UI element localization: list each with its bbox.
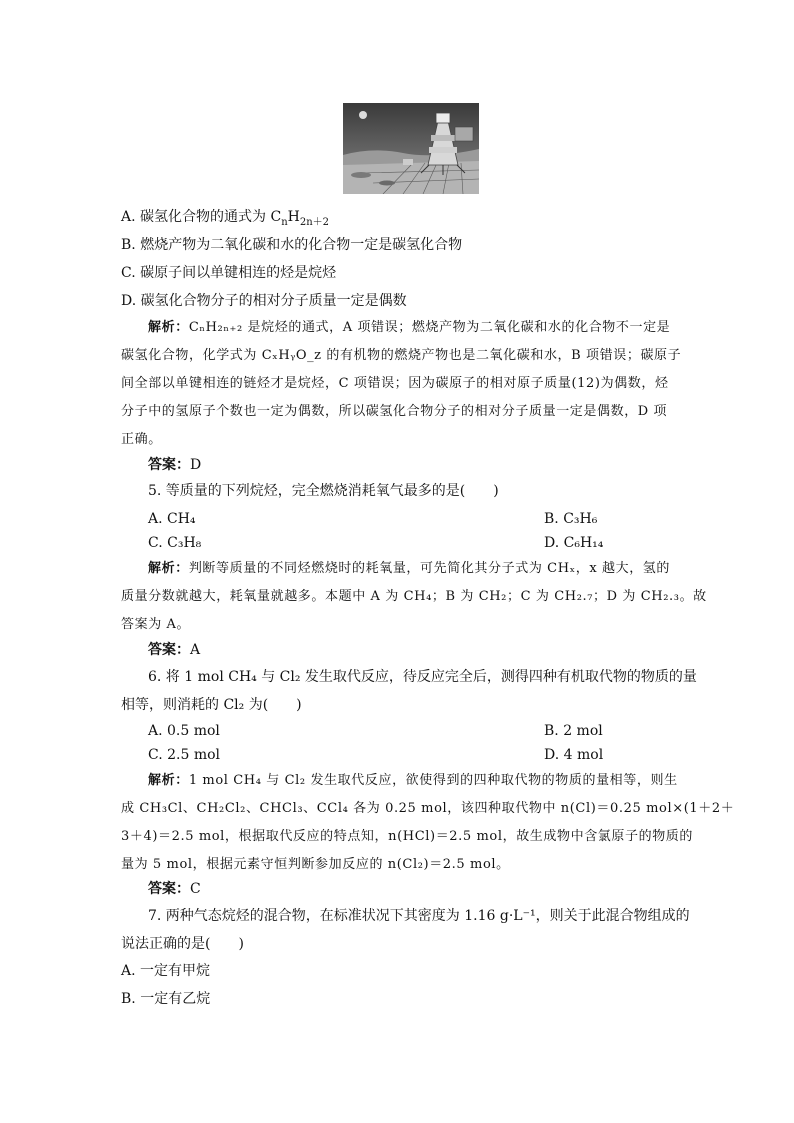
lunar-lander-illustration <box>343 103 479 194</box>
q6-option-b: B. 2 mol <box>544 723 603 739</box>
q6-option-d: D. 4 mol <box>544 747 604 763</box>
q6-option-a: A. 0.5 mol <box>148 723 220 739</box>
q4-option-a-sub-2n2: 2n＋2 <box>299 216 330 228</box>
q6-options-row-1 <box>148 721 708 741</box>
q6-stem-line-1: 6. 将 1 mol CH₄ 与 Cl₂ 发生取代反应，待反应完全后，测得四种有机取代物的物质的量 <box>148 669 697 685</box>
q6-solution-line-4: 量为 5 mol，根据元素守恒判断参加反应的 n(Cl₂)＝2.5 mol。 <box>121 857 510 872</box>
q4-option-a-sub-n: n <box>281 216 288 228</box>
q5-solution-line-1 <box>148 559 708 579</box>
q5-options-row-1 <box>148 509 708 529</box>
q5-option-d: D. C₆H₁₄ <box>544 535 604 551</box>
q4-option-a <box>121 207 681 227</box>
q6-solution-text-1: 1 mol CH₄ 与 Cl₂ 发生取代反应，欲使得到的四种取代物的物质的量相等，则生 <box>188 773 678 788</box>
q5-solution-line-2: 质量分数就越大，耗氧量就越多。本题中 A 为 CH₄；B 为 CH₂；C 为 CH₂.₇；D 为 CH₂.₃。故 <box>121 589 707 604</box>
lunar-lander-image <box>343 103 479 194</box>
q5-solution-text-1: 判断等质量的不同烃燃烧时的耗氧量，可先简化其分子式为 CHₓ，x 越大，氢的 <box>188 561 671 576</box>
q6-options-row-2 <box>148 745 708 765</box>
q4-solution-text-1: CₙH₂ₙ₊₂ 是烷烃的通式，A 项错误；燃烧产物为二氧化碳和水的化合物不一定是 <box>188 320 671 335</box>
q5-solution-line-3: 答案为 A。 <box>121 617 191 632</box>
q4-option-a-text: A. 碳氢化合物的通式为 C <box>121 209 282 225</box>
q6-option-c: C. 2.5 mol <box>148 747 221 763</box>
q4-solution-line-4: 分子中的氢原子个数也一定为偶数，所以碳氢化合物分子的相对分子质量一定是偶数，D 项 <box>121 404 668 419</box>
q5-answer-label: 答案： <box>148 642 190 658</box>
q6-solution-line-3: 3＋4)＝2.5 mol，根据取代反应的特点知，n(HCl)＝2.5 mol，故生成物中含氯原子的物质的 <box>121 829 694 844</box>
q6-answer-label: 答案： <box>148 881 190 897</box>
q7-stem-line-1: 7. 两种气态烷烃的混合物，在标准状况下其密度为 1.16 g·L⁻¹，则关于此混合物组成的 <box>148 908 690 924</box>
q6-stem-line-2: 相等，则消耗的 Cl₂ 为( ) <box>121 697 302 713</box>
q5-stem: 5. 等质量的下列烷烃，完全燃烧消耗氧气最多的是( ) <box>148 483 499 499</box>
q6-answer <box>148 879 708 899</box>
q4-option-d: D. 碳氢化合物分子的相对分子质量一定是偶数 <box>121 293 407 309</box>
q6-solution-line-1 <box>148 771 708 791</box>
q5-option-a: A. CH₄ <box>148 511 196 527</box>
q4-answer-label: 答案： <box>148 457 190 473</box>
q5-option-c: C. C₃H₈ <box>148 535 202 551</box>
q5-option-b: B. C₃H₆ <box>544 511 598 527</box>
q4-option-b: B. 燃烧产物为二氧化碳和水的化合物一定是碳氢化合物 <box>121 237 463 253</box>
q4-solution-line-2: 碳氢化合物，化学式为 CₓHᵧO_z 的有机物的燃烧产物也是二氧化碳和水，B 项错误；碳原子 <box>121 348 682 363</box>
q5-options-row-2 <box>148 533 708 553</box>
q7-option-a: A. 一定有甲烷 <box>121 963 211 979</box>
q5-answer <box>148 640 708 660</box>
q4-answer-value: D <box>190 457 202 473</box>
q7-stem-line-2: 说法正确的是( ) <box>121 936 244 952</box>
q4-solution-label: 解析： <box>148 320 189 335</box>
q6-answer-value: C <box>190 881 201 897</box>
q5-solution-label: 解析： <box>148 561 189 576</box>
q6-solution-line-2: 成 CH₃Cl、CH₂Cl₂、CHCl₃、CCl₄ 各为 0.25 mol，该四种取代物中 n(Cl)＝0.25 mol×(1＋2＋ <box>121 801 735 816</box>
q4-solution-line-5: 正确。 <box>121 432 162 447</box>
q4-option-a-h: H <box>287 209 300 225</box>
q4-answer <box>148 455 708 475</box>
q4-solution-line-3: 间全部以单键相连的链烃才是烷烃，C 项错误；因为碳原子的相对原子质量(12)为偶数，烃 <box>121 376 669 391</box>
q6-solution-label: 解析： <box>148 773 189 788</box>
q5-answer-value: A <box>190 642 201 658</box>
q7-option-b: B. 一定有乙烷 <box>121 991 211 1007</box>
q4-solution-line-1 <box>148 318 708 338</box>
q4-option-c: C. 碳原子间以单键相连的烃是烷烃 <box>121 265 337 281</box>
